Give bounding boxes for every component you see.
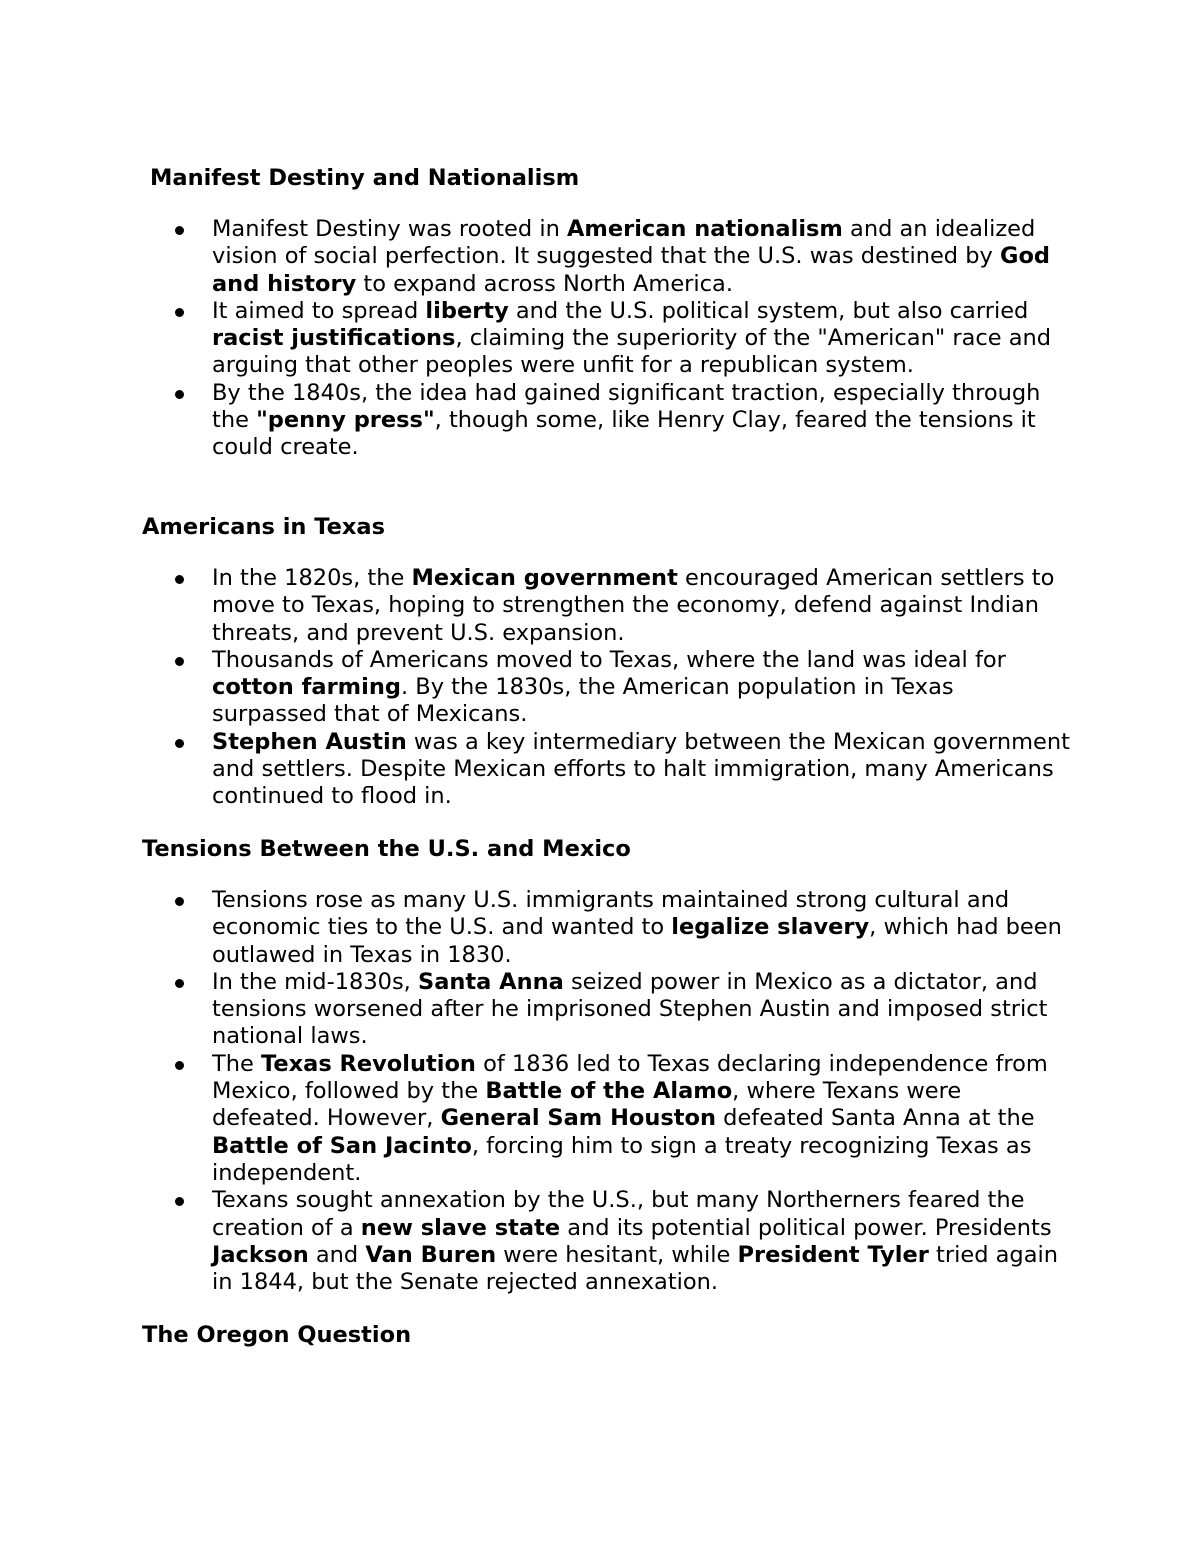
bold-text: Battle of San Jacinto — [212, 1132, 472, 1159]
bullet-dot — [175, 657, 184, 666]
list-item-text — [212, 729, 1070, 810]
bold-text: American nationalism — [566, 216, 843, 242]
bullet-dot — [175, 979, 184, 988]
text-run: Manifest Destiny was rooted in — [212, 216, 567, 242]
list-item — [212, 1051, 1072, 1187]
bullet-dot — [175, 1061, 184, 1070]
bold-text: Mexican government — [411, 565, 678, 591]
section-heading-tensions-us-mexico: Tensions Between the U.S. and Mexico — [142, 836, 631, 862]
text-run: The — [212, 1050, 261, 1077]
list-item-text — [212, 647, 1006, 728]
text-run: , which had been outlawed in Texas in 1830. — [212, 914, 1062, 968]
bold-text: Battle of the Alamo — [485, 1078, 733, 1105]
text-run: Tensions rose as many U.S. immigrants maintained strong cultural and economic ties to the U.S. and wanted to — [212, 887, 1010, 941]
bullet-list-manifest-destiny — [212, 216, 1072, 462]
bold-text: General Sam Houston — [440, 1105, 717, 1132]
text-run: In the 1820s, the — [212, 565, 412, 591]
list-item — [212, 887, 1072, 969]
list-item-text — [212, 887, 1062, 968]
text-run: , forcing him to sign a treaty recognizing Texas as independent. — [212, 1132, 1032, 1186]
text-run: and an idealized vision of social perfection. It suggested that the U.S. was destined by — [212, 216, 1036, 270]
list-item — [212, 969, 1072, 1051]
section-heading-americans-in-texas: Americans in Texas — [142, 514, 385, 540]
list-item — [212, 380, 1072, 462]
text-run: were hesitant, while — [496, 1241, 738, 1268]
text-run: to expand across North America. — [356, 270, 733, 297]
list-item-text — [212, 969, 1047, 1050]
bold-text: liberty — [425, 297, 509, 324]
bullet-dot — [175, 308, 184, 317]
list-item-text — [212, 1187, 1058, 1295]
text-run: Texans sought annexation by the U.S., but many Northerners feared the creation of a — [212, 1187, 1025, 1241]
bold-text: Stephen Austin — [212, 728, 407, 755]
list-item-text — [212, 565, 1054, 646]
bold-text: racist justifications — [212, 325, 456, 352]
bold-text: God and history — [212, 243, 1051, 297]
bullet-list-americans-in-texas — [212, 565, 1072, 811]
text-run: and its potential political power. Presidents — [560, 1214, 1052, 1241]
bullet-dot — [175, 897, 184, 906]
bold-text: President Tyler — [737, 1241, 929, 1268]
text-run: , though some, like Henry Clay, feared the tensions it could create. — [212, 407, 1036, 461]
text-run: , where Texans were defeated. However, — [212, 1078, 962, 1132]
bullet-dot — [175, 739, 184, 748]
text-run: tried again in 1844, but the Senate rejected annexation. — [212, 1241, 1058, 1296]
text-run: was a key intermediary between the Mexican government and settlers. Despite Mexican efforts to halt immigration, many Americans continued to flood in. — [212, 728, 1070, 810]
text-run: It aimed to spread — [212, 297, 426, 324]
bullet-dot — [175, 390, 184, 399]
text-run: and the U.S. political system, but also carried — [508, 297, 1029, 324]
text-run: defeated Santa Anna at the — [716, 1105, 1035, 1132]
list-item-text — [212, 216, 1050, 297]
bullet-dot — [175, 1197, 184, 1206]
list-item-text — [212, 1051, 1048, 1186]
list-item — [212, 1187, 1072, 1296]
bullet-dot — [175, 575, 184, 584]
list-item — [212, 647, 1072, 729]
bold-text: Van Buren — [365, 1241, 497, 1268]
bold-text: Jackson — [212, 1241, 309, 1268]
bold-text: cotton farming — [212, 674, 401, 701]
text-run: , claiming the superiority of the "American" race and arguing that other peoples were unfit for a republican system. — [212, 325, 1052, 379]
list-item — [212, 729, 1072, 811]
list-item — [212, 298, 1072, 380]
text-run: encouraged American settlers to move to Texas, hoping to strengthen the economy, defend against Indian threats, and prevent U.S. expansion. — [212, 565, 1055, 646]
bold-text: Santa Anna — [417, 968, 564, 995]
text-run: By the 1840s, the idea had gained significant traction, especially through the — [212, 379, 1041, 434]
list-item-text — [212, 380, 1040, 461]
bullet-list-tensions-us-mexico — [212, 887, 1072, 1296]
text-run: of 1836 led to Texas declaring independence from Mexico, followed by the — [212, 1050, 1048, 1105]
list-item — [212, 216, 1072, 298]
text-run: and — [308, 1241, 366, 1268]
bold-text: "penny press" — [256, 407, 435, 434]
text-run: seized power in Mexico as a dictator, and tensions worsened after he imprisoned Stephen Austin and imposed strict national laws. — [212, 968, 1048, 1050]
text-run: Thousands of Americans moved to Texas, where the land was ideal for — [212, 646, 1006, 673]
section-heading-manifest-destiny: Manifest Destiny and Nationalism — [150, 165, 580, 191]
text-run: In the mid-1830s, — [212, 968, 418, 995]
section-heading-oregon-question: The Oregon Question — [142, 1322, 412, 1348]
list-item — [212, 565, 1072, 647]
list-item-text — [212, 298, 1051, 379]
bold-text: Texas Revolution — [261, 1050, 476, 1077]
bold-text: legalize slavery — [671, 914, 870, 941]
bold-text: new slave state — [360, 1214, 561, 1241]
text-run: . By the 1830s, the American population in Texas surpassed that of Mexicans. — [212, 674, 954, 728]
bullet-dot — [175, 226, 184, 235]
